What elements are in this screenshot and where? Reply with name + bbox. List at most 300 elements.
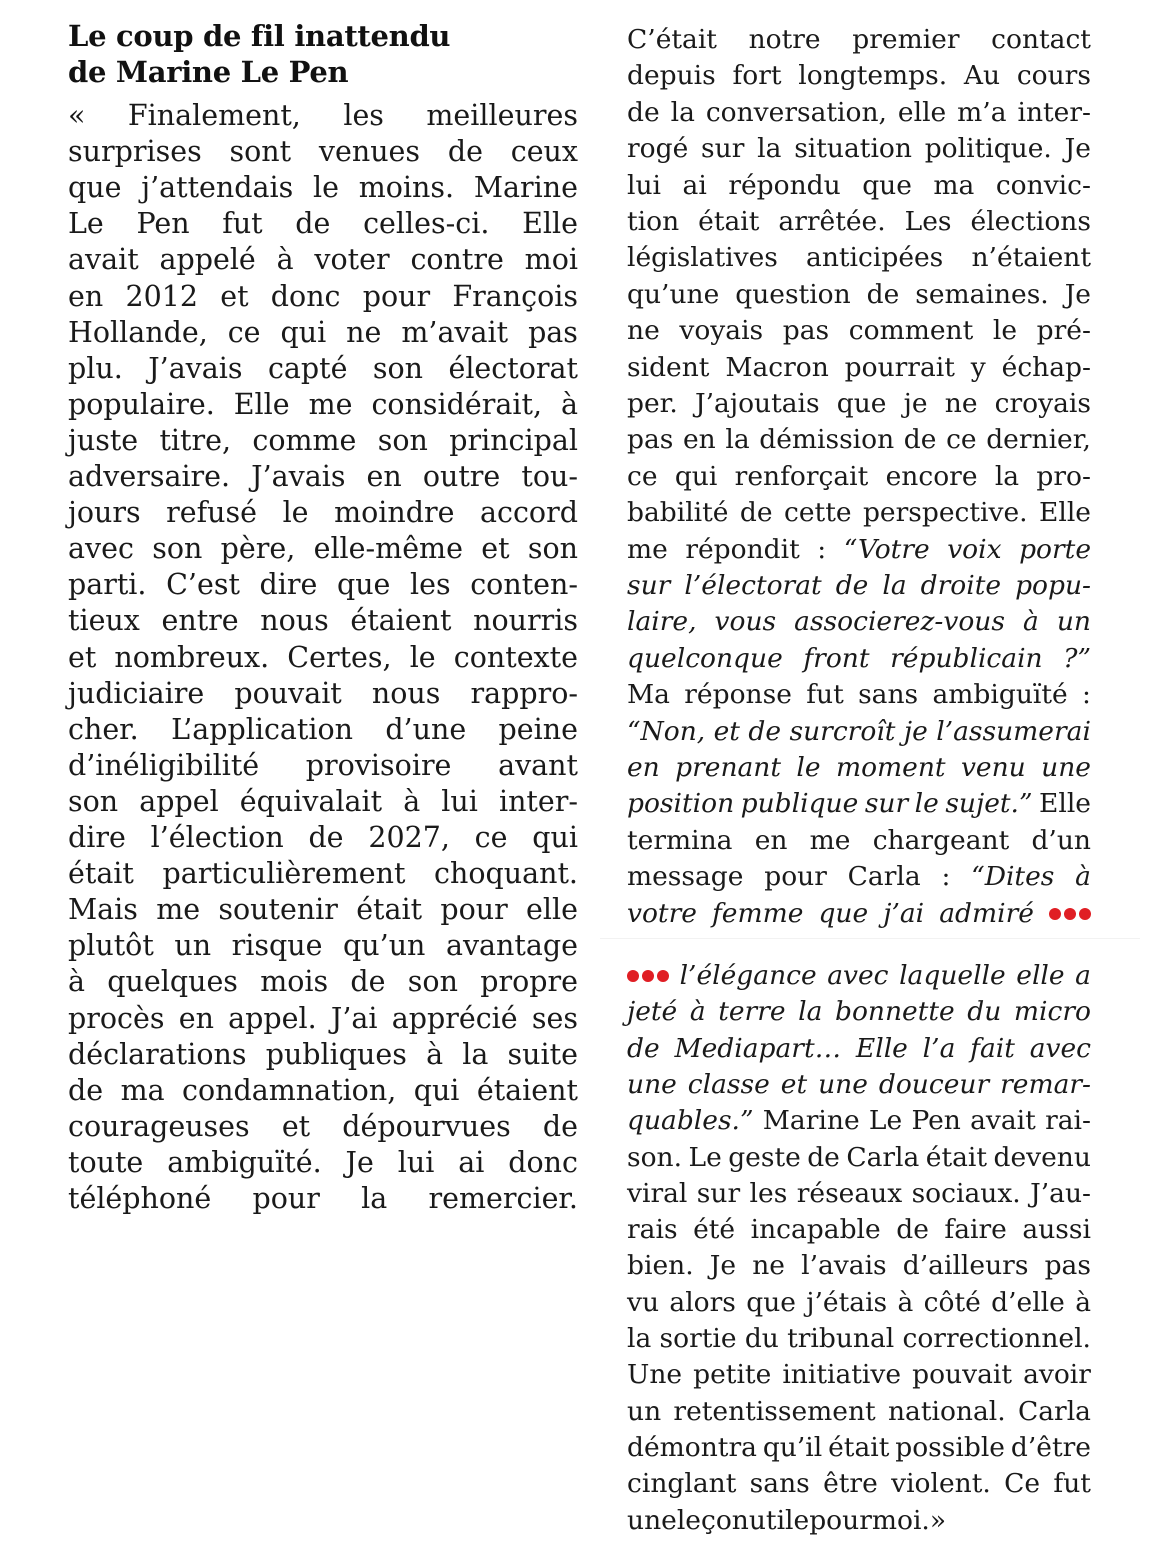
word: de <box>542 1109 578 1143</box>
word: d’inéligibilité <box>68 748 260 782</box>
word: la <box>627 1323 652 1354</box>
left-text-line <box>68 531 578 567</box>
word: rappro- <box>470 676 578 710</box>
right-text-line <box>627 22 1091 58</box>
left-text-line <box>68 748 578 784</box>
word: fut <box>806 679 844 711</box>
word: quables.” <box>627 1105 754 1137</box>
word: pour <box>440 893 508 927</box>
word: la <box>798 996 823 1028</box>
word: capté <box>267 351 348 385</box>
left-text-line <box>68 495 578 531</box>
word: le <box>409 640 436 674</box>
word: ne <box>346 315 382 349</box>
left-text-line <box>68 279 578 315</box>
word: possible <box>895 1431 1005 1463</box>
word: J’au- <box>1030 1177 1091 1209</box>
word: pas <box>782 315 830 347</box>
right-text-line <box>627 896 1091 932</box>
word: question <box>735 278 851 310</box>
word: populaire. <box>68 387 215 421</box>
right-text-line <box>627 240 1091 276</box>
right-text-line <box>627 1321 1091 1357</box>
word: la <box>361 1182 388 1215</box>
word: dernier, <box>986 424 1091 456</box>
word: Hollande, <box>68 315 208 349</box>
word: « <box>68 99 86 132</box>
right-text-line <box>627 95 1091 131</box>
word: législatives <box>627 242 778 274</box>
word: avait <box>68 243 139 277</box>
word: j’attendais <box>141 171 294 205</box>
word: conten- <box>470 568 578 602</box>
left-text-line <box>68 1181 578 1217</box>
word: de <box>68 1073 104 1107</box>
word: de <box>447 135 483 169</box>
word: babilité <box>627 497 729 529</box>
word: situation <box>794 133 912 165</box>
continuation-dots-icon <box>1049 896 1091 932</box>
word: les <box>343 99 384 132</box>
word: a <box>1075 960 1091 991</box>
word: correctionnel. <box>902 1323 1091 1354</box>
word: d’elle <box>991 1286 1065 1318</box>
word: dire <box>68 821 126 854</box>
left-text-line <box>68 242 578 278</box>
word: ambiguïté. <box>167 1145 322 1179</box>
word: moi. <box>871 1504 930 1536</box>
word: aussi <box>1022 1214 1091 1246</box>
word: un <box>1056 606 1091 638</box>
word: son. <box>627 1141 683 1173</box>
word: m’a <box>957 96 1007 128</box>
word: était <box>925 1141 988 1173</box>
word: en <box>178 1001 214 1035</box>
word: vu <box>627 1286 660 1318</box>
word: politique. <box>924 133 1052 165</box>
word: toute <box>68 1145 144 1179</box>
right-text-line <box>627 1212 1091 1248</box>
left-text-line <box>68 1001 578 1037</box>
left-text-line <box>68 387 578 423</box>
word: avant <box>498 748 578 782</box>
word: Pen <box>136 207 190 241</box>
word: vous <box>714 606 777 638</box>
word: faire <box>944 1214 1007 1246</box>
word: risque <box>231 929 323 963</box>
word: de <box>308 821 344 854</box>
word: l’assumerai <box>936 715 1091 747</box>
left-text-line <box>68 603 578 639</box>
word: perspective. <box>862 497 1028 529</box>
word: démission <box>759 424 895 456</box>
word: de <box>866 278 900 310</box>
word: je <box>903 388 928 419</box>
word: porte <box>1019 533 1091 565</box>
left-text-line <box>68 134 578 170</box>
word: fut <box>222 207 263 241</box>
word: avec <box>827 960 889 991</box>
word: déclarations <box>68 1037 247 1071</box>
word: contre <box>410 243 504 277</box>
word: qui <box>674 460 718 492</box>
left-text-line <box>68 459 578 495</box>
word: à <box>403 784 421 818</box>
word: qui <box>413 1073 460 1107</box>
word: petite <box>693 1359 772 1391</box>
word: pas <box>1044 1250 1091 1282</box>
word: qui <box>280 315 327 349</box>
word: l’électorat <box>684 570 822 601</box>
word: adversaire. <box>68 460 231 493</box>
word: à <box>426 1037 444 1071</box>
word: Le <box>68 207 104 241</box>
word: classe <box>687 1068 770 1100</box>
word: devenu <box>993 1141 1091 1173</box>
word: le <box>282 496 309 530</box>
word: suite <box>507 1037 578 1071</box>
word: et <box>220 279 249 313</box>
word: ne <box>627 315 660 347</box>
word: L’application <box>171 712 353 746</box>
word: celles-ci. <box>363 207 490 241</box>
word: prenant <box>675 752 782 783</box>
word: courageuses <box>68 1109 250 1143</box>
word: pas <box>528 315 578 349</box>
word: Une <box>627 1359 683 1391</box>
word: pré- <box>1036 315 1091 347</box>
word: venues <box>318 135 421 169</box>
word: équivalait <box>239 784 383 818</box>
word: père, <box>220 532 296 566</box>
word: tribunal <box>787 1323 895 1354</box>
word: bonnette <box>835 996 955 1028</box>
left-text-line <box>68 1073 578 1109</box>
word: ce <box>227 315 261 349</box>
word: avoir <box>1023 1359 1091 1391</box>
word: la <box>725 424 750 456</box>
word: pour <box>809 1504 872 1536</box>
word: publique <box>740 788 859 820</box>
word: réponse <box>684 679 792 711</box>
word: me <box>809 824 851 856</box>
word: son <box>372 351 424 385</box>
word: “Non, <box>627 715 706 747</box>
word: à <box>1022 606 1039 638</box>
word: elle <box>897 96 947 128</box>
word: en <box>366 460 402 493</box>
word: plu. <box>68 351 123 385</box>
word: sur <box>864 788 909 820</box>
word: considérait, <box>371 387 543 421</box>
word: que <box>68 171 122 205</box>
word: lui <box>627 169 662 201</box>
word: sur <box>696 1177 741 1209</box>
word: croyais <box>994 388 1091 419</box>
word: d’une <box>385 712 467 746</box>
right-text-line <box>627 958 1091 994</box>
left-text-line <box>68 206 578 242</box>
word: moindre <box>334 496 455 530</box>
word: me <box>156 893 201 927</box>
word: droite <box>920 570 1002 601</box>
word: Mediapart… <box>674 1032 842 1064</box>
word: message <box>627 861 744 893</box>
word: Elle <box>855 1032 908 1064</box>
word: quelconque <box>627 642 783 674</box>
word: y <box>970 351 986 383</box>
word: laire, <box>627 606 697 638</box>
word: la <box>462 1037 489 1071</box>
word: démontra <box>627 1431 757 1463</box>
word: arrêtée. <box>778 206 886 237</box>
word: “Dites <box>971 861 1055 893</box>
word: comme <box>252 423 357 457</box>
word: : <box>1082 679 1091 711</box>
word: pas <box>627 424 674 456</box>
word: que <box>862 169 912 201</box>
word: moment <box>835 752 946 783</box>
word: que <box>336 568 391 602</box>
word: ses <box>531 1001 578 1035</box>
word: avec <box>68 532 134 566</box>
left-text-line <box>68 170 578 206</box>
word: ce <box>474 821 508 854</box>
word: Au <box>963 60 1001 92</box>
right-text-line <box>627 1067 1091 1103</box>
word: étaient <box>350 604 452 638</box>
right-text-line <box>627 1140 1091 1176</box>
word: peine <box>498 712 578 746</box>
red-dot-icon <box>1064 908 1076 920</box>
word: une <box>1041 752 1091 783</box>
word: Pen <box>911 1105 961 1137</box>
word: ceux <box>510 135 578 169</box>
word: voix <box>947 533 1002 565</box>
word: ai <box>682 169 707 201</box>
red-dot-icon <box>1079 908 1091 920</box>
word: nombreux. <box>114 640 270 674</box>
word: Elle <box>1039 497 1091 529</box>
word: comment <box>848 315 974 347</box>
word: plutôt <box>68 929 154 963</box>
word: cher. <box>68 712 139 746</box>
word: en <box>754 824 788 856</box>
word: n’étaient <box>971 242 1091 274</box>
word: rai- <box>1045 1105 1091 1137</box>
right-text-line <box>627 1357 1091 1393</box>
word: Certes, <box>287 640 392 674</box>
word: judiciaire <box>68 676 205 710</box>
word: choquant. <box>434 857 578 891</box>
word: donc <box>508 1145 578 1179</box>
word: titre, <box>159 423 232 457</box>
word: depuis <box>627 60 716 92</box>
right-text-line <box>627 168 1091 204</box>
word: nous <box>371 676 441 710</box>
right-text-line <box>627 277 1091 313</box>
word: pour <box>252 1182 320 1215</box>
word: sur <box>701 133 745 165</box>
word: du <box>744 1323 779 1354</box>
word: jours <box>68 496 141 530</box>
word: était <box>356 893 423 927</box>
word: 2012 <box>125 279 198 313</box>
word: dire <box>259 568 318 602</box>
word: téléphoné <box>68 1182 212 1215</box>
word: j’étais <box>806 1286 888 1318</box>
word: son <box>68 784 119 818</box>
word: micro <box>1013 996 1091 1028</box>
word: publiques <box>265 1037 407 1071</box>
word: à <box>689 996 706 1028</box>
word: position <box>627 788 735 820</box>
word: étaient <box>476 1073 578 1107</box>
word: Carla <box>846 1141 920 1173</box>
word: je <box>903 715 928 747</box>
word: répondu <box>728 169 841 201</box>
word: ?” <box>1063 642 1091 674</box>
right-text-line <box>627 568 1091 604</box>
right-text-line <box>627 1466 1091 1502</box>
word: côté <box>923 1286 981 1318</box>
word: le <box>313 171 339 205</box>
word: et <box>481 532 510 566</box>
word: viral <box>627 1177 688 1209</box>
word: elle <box>1016 960 1065 991</box>
word: C’était <box>627 24 717 55</box>
word: en <box>68 279 104 313</box>
word: donc <box>270 279 341 313</box>
word: initiative <box>782 1359 902 1391</box>
word: 2027, <box>368 821 450 854</box>
word: inter- <box>498 784 578 818</box>
word: condamnation, <box>182 1073 397 1107</box>
continuation-dots-icon <box>627 958 669 994</box>
word: : <box>941 861 951 893</box>
word: de <box>896 1214 929 1246</box>
right-text-line <box>627 1285 1091 1321</box>
word: l’élection <box>150 821 284 854</box>
word: national. <box>887 1395 1006 1427</box>
word: sans <box>749 1468 810 1500</box>
word: que <box>818 897 869 929</box>
word: parti. <box>68 568 147 602</box>
word: nourris <box>473 604 578 638</box>
word: que <box>746 1286 796 1318</box>
word: sont <box>229 135 292 169</box>
word: à <box>68 965 85 999</box>
headline-line-1: Le coup de fil inattendu <box>68 19 451 53</box>
left-text-line <box>68 315 578 351</box>
word: provisoire <box>305 748 452 782</box>
red-dot-icon <box>657 970 669 982</box>
word: sur <box>627 570 671 601</box>
word: pour <box>362 279 431 313</box>
word: fait <box>970 1032 1015 1064</box>
left-text-line <box>68 1037 578 1073</box>
word: m’avait <box>401 315 509 349</box>
left-text-line <box>68 856 578 892</box>
word: Marine <box>473 171 578 205</box>
left-text-line <box>68 676 578 712</box>
word: Ma <box>627 679 670 711</box>
word: contact <box>991 24 1091 55</box>
word: principal <box>449 423 578 457</box>
word: de <box>350 965 386 999</box>
word: et <box>68 640 97 674</box>
word: Carla <box>847 861 921 893</box>
right-text-line <box>627 714 1091 750</box>
word: elle-même <box>313 532 463 566</box>
word: d’être <box>1010 1431 1091 1463</box>
word: sortie <box>659 1323 737 1354</box>
word: une <box>627 1504 677 1536</box>
word: moi <box>524 243 578 277</box>
word: Macron <box>725 351 829 383</box>
word: propre <box>480 965 578 999</box>
word: Je <box>709 1250 737 1282</box>
word: tieux <box>68 604 140 638</box>
word: douceur <box>878 1068 990 1100</box>
word: lui <box>397 1145 435 1179</box>
word: l’avais <box>801 1250 887 1282</box>
word: bien. <box>627 1250 694 1282</box>
right-text-line <box>627 131 1091 167</box>
word: appelé <box>159 243 256 277</box>
word: dépourvues <box>342 1109 511 1143</box>
red-dot-icon <box>642 970 654 982</box>
right-text-line <box>627 313 1091 349</box>
word: de <box>627 1032 660 1064</box>
word: outre <box>422 460 501 493</box>
word: procès <box>68 1001 165 1035</box>
word: cette <box>784 497 852 529</box>
word: ne <box>752 1250 785 1282</box>
word: Elle <box>1039 788 1091 820</box>
right-text-line <box>627 859 1091 895</box>
word: la <box>882 570 907 601</box>
word: élections <box>970 206 1091 237</box>
left-text-line <box>68 964 578 1000</box>
word: inter- <box>1017 96 1091 128</box>
word: était <box>68 857 134 891</box>
word: convic- <box>995 169 1091 201</box>
word: du <box>967 996 1002 1028</box>
word: J’ai <box>330 1001 378 1035</box>
word: popu- <box>1015 570 1091 601</box>
word: de <box>835 570 869 601</box>
word: moins. <box>358 171 455 205</box>
word: qui <box>532 821 578 854</box>
word: nous <box>260 604 329 638</box>
word: j’ai <box>883 897 925 929</box>
word: Je <box>1064 133 1091 165</box>
word: été <box>693 1214 736 1246</box>
word: leçon <box>676 1504 749 1536</box>
word: anticipées <box>806 242 944 274</box>
word: qu’il <box>762 1431 823 1463</box>
word: d’un <box>1031 824 1091 856</box>
word: les <box>410 568 451 602</box>
left-text-line <box>68 928 578 964</box>
right-text-line <box>627 1503 1091 1539</box>
word: sujet.” <box>945 788 1033 820</box>
word: “Votre <box>843 533 930 565</box>
word: sociaux. <box>911 1177 1021 1209</box>
word: réseaux <box>796 1177 903 1209</box>
right-text-line <box>627 1103 1091 1139</box>
